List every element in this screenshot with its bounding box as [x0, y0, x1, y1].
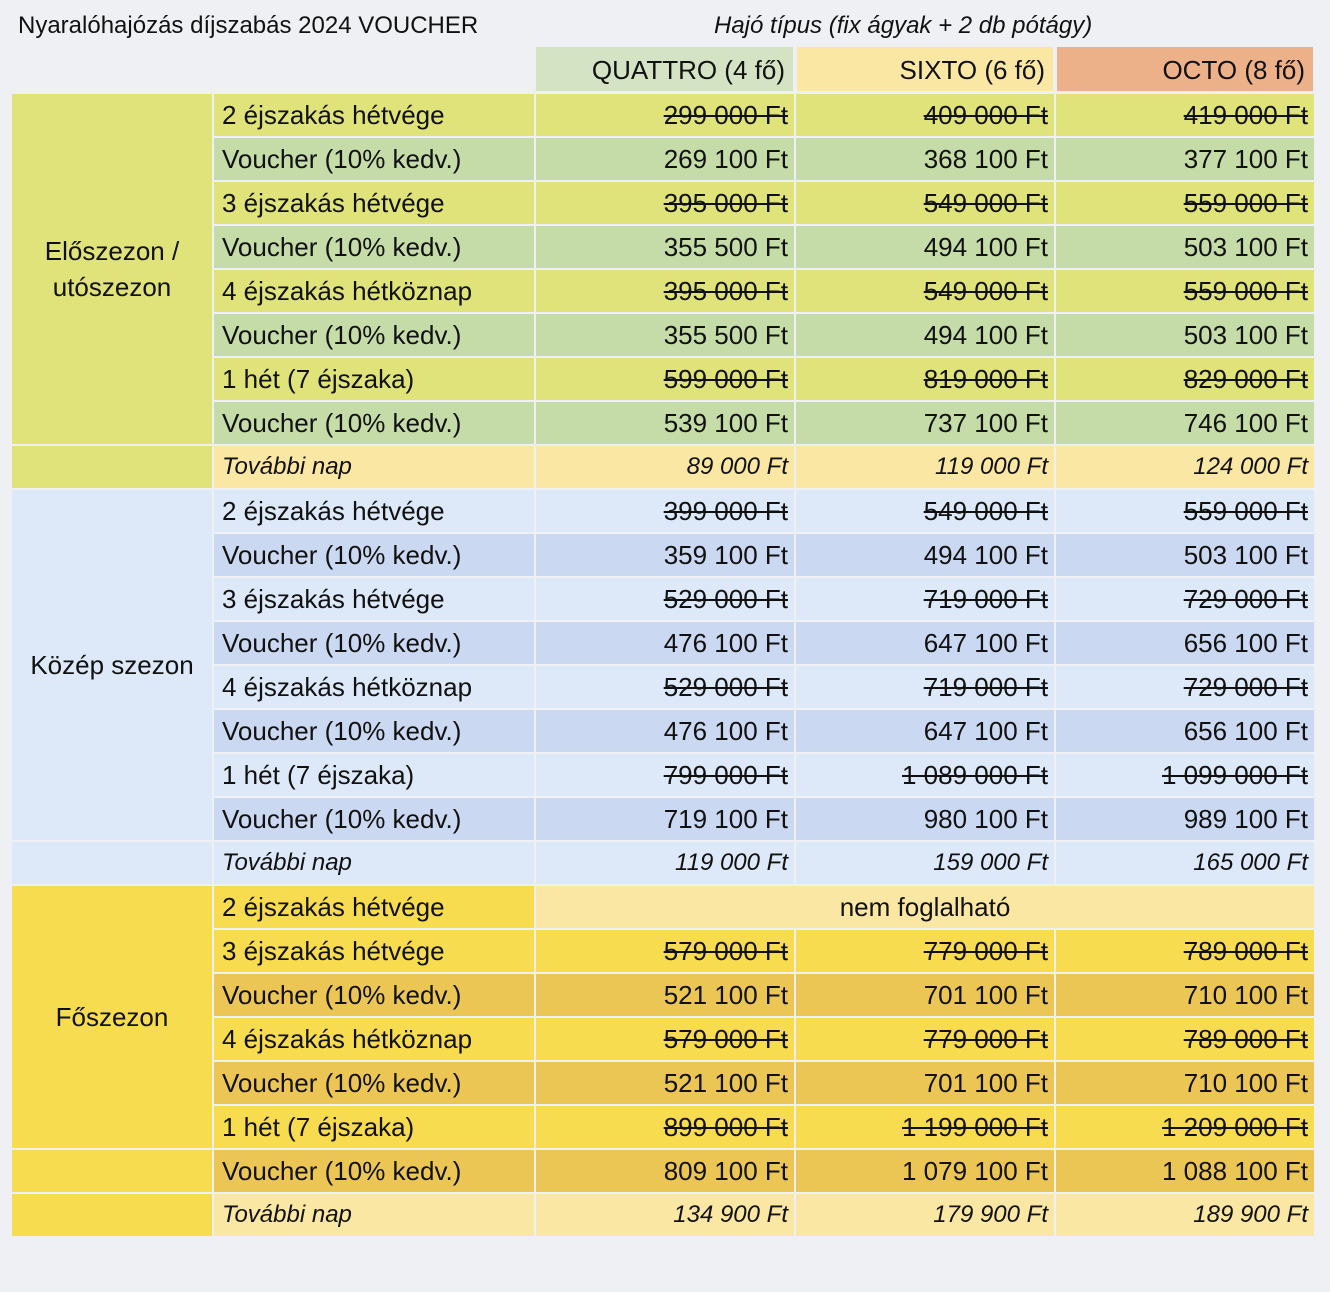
price-cell-sixto: 549 000 Ft — [796, 490, 1054, 532]
price-cell-octo: 729 000 Ft — [1056, 666, 1314, 708]
price-cell-sixto: 819 000 Ft — [796, 358, 1054, 400]
price-cell-quattro: 395 000 Ft — [536, 270, 794, 312]
price-cell-octo: 559 000 Ft — [1056, 270, 1314, 312]
table-row — [12, 490, 1314, 532]
price-cell-octo: 789 000 Ft — [1056, 930, 1314, 972]
table-row — [12, 1194, 1314, 1236]
price-cell-quattro: 539 100 Ft — [536, 402, 794, 444]
price-cell-sixto: 701 100 Ft — [796, 1062, 1054, 1104]
row-label: 3 éjszakás hétvége — [214, 182, 534, 224]
table-row — [12, 94, 1314, 136]
price-cell-octo: 1 099 000 Ft — [1056, 754, 1314, 796]
column-header-octo: OCTO (8 fő) — [1057, 47, 1313, 91]
price-cell-sixto: 701 100 Ft — [796, 974, 1054, 1016]
price-cell-quattro: 269 100 Ft — [536, 138, 794, 180]
price-cell-quattro: 529 000 Ft — [536, 578, 794, 620]
price-cell-quattro: 299 000 Ft — [536, 94, 794, 136]
price-cell-octo: 559 000 Ft — [1056, 182, 1314, 224]
price-cell-quattro: 799 000 Ft — [536, 754, 794, 796]
row-label: További nap — [214, 1194, 534, 1236]
price-cell-quattro: 521 100 Ft — [536, 974, 794, 1016]
price-cell-octo: 377 100 Ft — [1056, 138, 1314, 180]
price-cell-octo: 710 100 Ft — [1056, 974, 1314, 1016]
row-label: További nap — [214, 446, 534, 488]
row-label: 1 hét (7 éjszaka) — [214, 754, 534, 796]
price-cell-octo: 1 209 000 Ft — [1056, 1106, 1314, 1148]
row-label: 3 éjszakás hétvége — [214, 930, 534, 972]
price-cell-octo: 503 100 Ft — [1056, 314, 1314, 356]
season-label: Főszezon — [12, 886, 212, 1148]
price-cell-quattro: 476 100 Ft — [536, 622, 794, 664]
page-title: Nyaralóhajózás díjszabás 2024 VOUCHER — [18, 12, 479, 39]
price-cell-quattro: 579 000 Ft — [536, 1018, 794, 1060]
season-filler-cell — [12, 1194, 212, 1236]
season-filler-cell — [12, 1150, 212, 1192]
price-cell-octo: 503 100 Ft — [1056, 226, 1314, 268]
price-cell-sixto: 368 100 Ft — [796, 138, 1054, 180]
price-cell-quattro: 399 000 Ft — [536, 490, 794, 532]
row-label: Voucher (10% kedv.) — [214, 314, 534, 356]
row-label: Voucher (10% kedv.) — [214, 226, 534, 268]
price-cell-quattro: 899 000 Ft — [536, 1106, 794, 1148]
price-cell-octo: 656 100 Ft — [1056, 710, 1314, 752]
price-cell-quattro: 89 000 Ft — [536, 446, 794, 488]
boat-type-subtitle: Hajó típus (fix ágyak + 2 db pótágy) — [714, 12, 1093, 39]
season-filler-cell — [12, 842, 212, 884]
row-label: 3 éjszakás hétvége — [214, 578, 534, 620]
price-cell-octo: 656 100 Ft — [1056, 622, 1314, 664]
price-cell-quattro: 599 000 Ft — [536, 358, 794, 400]
price-cell-sixto: 647 100 Ft — [796, 710, 1054, 752]
row-label: Voucher (10% kedv.) — [214, 622, 534, 664]
price-cell-octo: 503 100 Ft — [1056, 534, 1314, 576]
season-label: Előszezon / utószezon — [12, 94, 212, 444]
column-header-quattro: QUATTRO (4 fő) — [536, 47, 793, 91]
row-label: 4 éjszakás hétköznap — [214, 270, 534, 312]
price-cell-octo: 1 088 100 Ft — [1056, 1150, 1314, 1192]
row-label: Voucher (10% kedv.) — [214, 1150, 534, 1192]
row-label: 2 éjszakás hétvége — [214, 490, 534, 532]
price-cell-sixto: 494 100 Ft — [796, 226, 1054, 268]
price-cell-quattro: 719 100 Ft — [536, 798, 794, 840]
price-cell-sixto: 779 000 Ft — [796, 1018, 1054, 1060]
price-cell-sixto: 980 100 Ft — [796, 798, 1054, 840]
price-cell-sixto: 494 100 Ft — [796, 534, 1054, 576]
season-label: Közép szezon — [12, 490, 212, 840]
price-cell-octo: 165 000 Ft — [1056, 842, 1314, 884]
price-cell-quattro: 476 100 Ft — [536, 710, 794, 752]
price-cell-sixto: 549 000 Ft — [796, 182, 1054, 224]
row-label: Voucher (10% kedv.) — [214, 710, 534, 752]
not-bookable-cell: nem foglalható — [536, 886, 1314, 928]
row-label: Voucher (10% kedv.) — [214, 798, 534, 840]
row-label: 4 éjszakás hétköznap — [214, 666, 534, 708]
price-cell-sixto: 409 000 Ft — [796, 94, 1054, 136]
price-cell-octo: 789 000 Ft — [1056, 1018, 1314, 1060]
price-cell-octo: 989 100 Ft — [1056, 798, 1314, 840]
row-label: Voucher (10% kedv.) — [214, 974, 534, 1016]
price-table — [10, 92, 1316, 1238]
row-label: Voucher (10% kedv.) — [214, 138, 534, 180]
table-row — [12, 842, 1314, 884]
price-cell-octo: 746 100 Ft — [1056, 402, 1314, 444]
price-cell-quattro: 809 100 Ft — [536, 1150, 794, 1192]
price-cell-sixto: 549 000 Ft — [796, 270, 1054, 312]
row-label: Voucher (10% kedv.) — [214, 1062, 534, 1104]
price-cell-quattro: 355 500 Ft — [536, 314, 794, 356]
price-cell-quattro: 529 000 Ft — [536, 666, 794, 708]
price-cell-sixto: 1 199 000 Ft — [796, 1106, 1054, 1148]
row-label: 1 hét (7 éjszaka) — [214, 1106, 534, 1148]
price-cell-sixto: 779 000 Ft — [796, 930, 1054, 972]
price-cell-quattro: 359 100 Ft — [536, 534, 794, 576]
price-cell-octo: 124 000 Ft — [1056, 446, 1314, 488]
price-cell-quattro: 521 100 Ft — [536, 1062, 794, 1104]
price-cell-sixto: 494 100 Ft — [796, 314, 1054, 356]
price-cell-octo: 189 900 Ft — [1056, 1194, 1314, 1236]
row-label: 1 hét (7 éjszaka) — [214, 358, 534, 400]
price-cell-sixto: 179 900 Ft — [796, 1194, 1054, 1236]
price-cell-sixto: 737 100 Ft — [796, 402, 1054, 444]
price-cell-quattro: 395 000 Ft — [536, 182, 794, 224]
price-cell-octo: 419 000 Ft — [1056, 94, 1314, 136]
table-row — [12, 446, 1314, 488]
price-cell-sixto: 719 000 Ft — [796, 578, 1054, 620]
price-cell-sixto: 119 000 Ft — [796, 446, 1054, 488]
price-cell-sixto: 719 000 Ft — [796, 666, 1054, 708]
row-label: 2 éjszakás hétvége — [214, 94, 534, 136]
price-cell-quattro: 119 000 Ft — [536, 842, 794, 884]
row-label: Voucher (10% kedv.) — [214, 402, 534, 444]
price-cell-sixto: 159 000 Ft — [796, 842, 1054, 884]
price-cell-quattro: 355 500 Ft — [536, 226, 794, 268]
price-cell-quattro: 579 000 Ft — [536, 930, 794, 972]
season-filler-cell — [12, 446, 212, 488]
price-cell-octo: 829 000 Ft — [1056, 358, 1314, 400]
price-cell-octo: 729 000 Ft — [1056, 578, 1314, 620]
row-label: 2 éjszakás hétvége — [214, 886, 534, 928]
price-cell-sixto: 1 089 000 Ft — [796, 754, 1054, 796]
price-cell-sixto: 647 100 Ft — [796, 622, 1054, 664]
column-header-sixto: SIXTO (6 fő) — [797, 47, 1053, 91]
price-cell-quattro: 134 900 Ft — [536, 1194, 794, 1236]
table-row — [12, 886, 1314, 928]
row-label: További nap — [214, 842, 534, 884]
table-row — [12, 1150, 1314, 1192]
price-cell-sixto: 1 079 100 Ft — [796, 1150, 1054, 1192]
row-label: Voucher (10% kedv.) — [214, 534, 534, 576]
price-cell-octo: 710 100 Ft — [1056, 1062, 1314, 1104]
row-label: 4 éjszakás hétköznap — [214, 1018, 534, 1060]
price-cell-octo: 559 000 Ft — [1056, 490, 1314, 532]
